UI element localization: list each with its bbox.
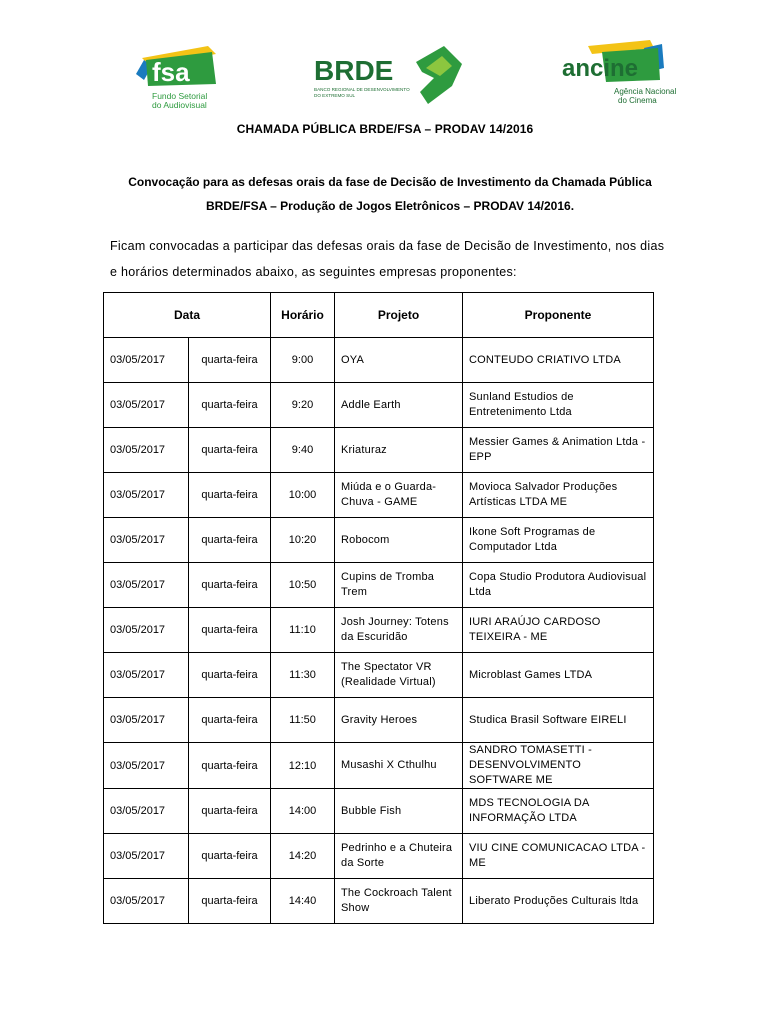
table-row — [104, 698, 654, 743]
date-cell: 03/05/2017 — [104, 383, 189, 428]
logo-bar — [0, 38, 770, 118]
proponent-cell: IURI ARAÚJO CARDOSO TEIXEIRA - ME — [463, 608, 654, 653]
table-row — [104, 473, 654, 518]
project-cell: Cupins de Tromba Trem — [335, 563, 463, 608]
proponent-cell: Studica Brasil Software EIRELI — [463, 698, 654, 743]
project-cell: Musashi X Cthulhu — [335, 743, 463, 789]
project-cell: Pedrinho e a Chuteira da Sorte — [335, 834, 463, 879]
intro-paragraph: Ficam convocadas a participar das defesas orais da fase de Decisão de Investimento, nos dias e horários determinados abaixo, as seguintes empresas proponentes: — [110, 239, 665, 279]
weekday-cell: quarta-feira — [189, 834, 271, 879]
date-cell: 03/05/2017 — [104, 698, 189, 743]
date-cell: 03/05/2017 — [104, 338, 189, 383]
proponent-cell: Messier Games & Animation Ltda - EPP — [463, 428, 654, 473]
header-projeto: Projeto — [335, 293, 463, 338]
table-row — [104, 518, 654, 563]
date-cell: 03/05/2017 — [104, 834, 189, 879]
brde-logo-mark: BRDE — [314, 55, 394, 86]
table-header-row — [104, 293, 654, 338]
weekday-cell: quarta-feira — [189, 383, 271, 428]
document-title: CHAMADA PÚBLICA BRDE/FSA – PRODAV 14/2016 — [236, 122, 534, 136]
project-cell: Miúda e o Guarda-Chuva - GAME — [335, 473, 463, 518]
project-cell: Josh Journey: Totens da Escuridão — [335, 608, 463, 653]
time-cell: 10:00 — [271, 473, 335, 518]
proponent-cell: Microblast Games LTDA — [463, 653, 654, 698]
table-body — [104, 338, 654, 924]
ancine-logo-line1: Agência Nacional — [614, 87, 677, 96]
project-cell: Robocom — [335, 518, 463, 563]
date-cell: 03/05/2017 — [104, 473, 189, 518]
ancine-logo-line2: do Cinema — [618, 96, 657, 105]
time-cell: 14:20 — [271, 834, 335, 879]
project-cell: OYA — [335, 338, 463, 383]
proponent-cell: VIU CINE COMUNICACAO LTDA - ME — [463, 834, 654, 879]
date-cell: 03/05/2017 — [104, 428, 189, 473]
project-cell: Kriaturaz — [335, 428, 463, 473]
fsa-logo-mark: fsa — [152, 57, 190, 87]
proponent-cell: CONTEUDO CRIATIVO LTDA — [463, 338, 654, 383]
proponent-cell: MDS TECNOLOGIA DA INFORMAÇÃO LTDA — [463, 789, 654, 834]
time-cell: 9:00 — [271, 338, 335, 383]
time-cell: 10:50 — [271, 563, 335, 608]
table-row — [104, 383, 654, 428]
fsa-logo-line1: Fundo Setorial — [152, 91, 208, 101]
table-row — [104, 428, 654, 473]
date-cell: 03/05/2017 — [104, 879, 189, 924]
weekday-cell: quarta-feira — [189, 473, 271, 518]
date-cell: 03/05/2017 — [104, 743, 189, 789]
time-cell: 14:00 — [271, 789, 335, 834]
date-cell: 03/05/2017 — [104, 653, 189, 698]
ancine-logo — [558, 38, 677, 114]
date-cell: 03/05/2017 — [104, 563, 189, 608]
weekday-cell: quarta-feira — [189, 608, 271, 653]
weekday-cell: quarta-feira — [189, 518, 271, 563]
proponent-cell: Movioca Salvador Produções Artísticas LTDA ME — [463, 473, 654, 518]
time-cell: 12:10 — [271, 743, 335, 789]
table-row — [104, 563, 654, 608]
weekday-cell: quarta-feira — [189, 428, 271, 473]
schedule-table — [103, 292, 654, 924]
weekday-cell: quarta-feira — [189, 743, 271, 789]
table-row — [104, 338, 654, 383]
header-data: Data — [104, 293, 271, 338]
table-row — [104, 834, 654, 879]
project-cell: The Cockroach Talent Show — [335, 879, 463, 924]
brde-logo — [312, 42, 472, 108]
table-row — [104, 653, 654, 698]
project-cell: The Spectator VR (Realidade Virtual) — [335, 653, 463, 698]
time-cell: 9:20 — [271, 383, 335, 428]
document-subtitle — [60, 170, 720, 218]
date-cell: 03/05/2017 — [104, 608, 189, 653]
date-cell: 03/05/2017 — [104, 789, 189, 834]
weekday-cell: quarta-feira — [189, 563, 271, 608]
project-cell: Gravity Heroes — [335, 698, 463, 743]
proponent-cell: Copa Studio Produtora Audiovisual Ltda — [463, 563, 654, 608]
time-cell: 11:50 — [271, 698, 335, 743]
table-row — [104, 743, 654, 789]
proponent-cell: SANDRO TOMASETTI - DESENVOLVIMENTO SOFTWARE ME — [463, 743, 654, 789]
date-cell: 03/05/2017 — [104, 518, 189, 563]
time-cell: 11:30 — [271, 653, 335, 698]
project-cell: Bubble Fish — [335, 789, 463, 834]
weekday-cell: quarta-feira — [189, 338, 271, 383]
weekday-cell: quarta-feira — [189, 879, 271, 924]
proponent-cell: Liberato Produções Culturais ltda — [463, 879, 654, 924]
table-row — [104, 608, 654, 653]
header-horario: Horário — [271, 293, 335, 338]
header-proponente: Proponente — [463, 293, 654, 338]
brde-logo-line2: DO EXTREMO SUL — [314, 93, 356, 98]
time-cell: 11:10 — [271, 608, 335, 653]
fsa-logo-line2: do Audiovisual — [152, 100, 207, 110]
proponent-cell: Ikone Soft Programas de Computador Ltda — [463, 518, 654, 563]
proponent-cell: Sunland Estudios de Entretenimento Ltda — [463, 383, 654, 428]
time-cell: 10:20 — [271, 518, 335, 563]
subtitle-line-2: BRDE/FSA – Produção de Jogos Eletrônicos – PRODAV 14/2016. — [205, 199, 575, 213]
time-cell: 9:40 — [271, 428, 335, 473]
fsa-logo — [130, 44, 230, 116]
weekday-cell: quarta-feira — [189, 653, 271, 698]
project-cell: Addle Earth — [335, 383, 463, 428]
weekday-cell: quarta-feira — [189, 698, 271, 743]
weekday-cell: quarta-feira — [189, 789, 271, 834]
subtitle-line-1: Convocação para as defesas orais da fase de Decisão de Investimento da Chamada Pública — [128, 175, 652, 189]
table-row — [104, 879, 654, 924]
ancine-logo-mark: ancine — [562, 55, 639, 82]
table-row — [104, 789, 654, 834]
time-cell: 14:40 — [271, 879, 335, 924]
brde-logo-line1: BANCO REGIONAL DE DESENVOLVIMENTO — [314, 87, 410, 92]
